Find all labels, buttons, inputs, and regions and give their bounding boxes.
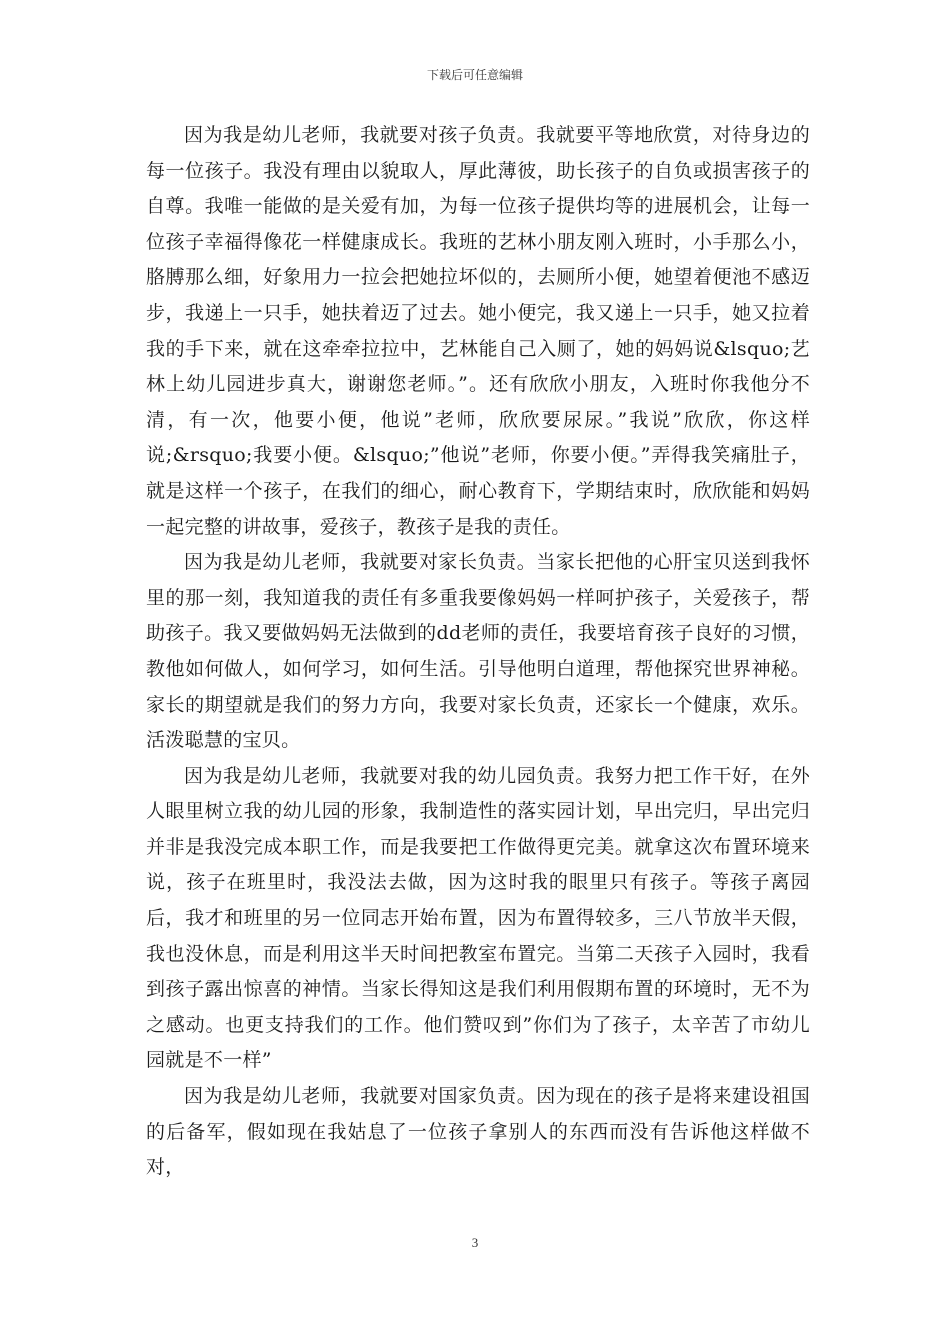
paragraph-3: 因为我是幼儿老师，我就要对我的幼儿园负责。我努力把工作干好，在外人眼里树立我的幼儿园的形象，我制造性的落实园计划，早出完归，早出完归并非是我没完成本职工作，而是我要把工作做得更完美。就拿这次布置环境来说，孩子在班里时，我没法去做，因为这时我的眼里只有孩子。等孩子离园后，我才和班里的另一位同志开始布置，因为布置得较多，三八节放半天假，我也没休息，而是利用这半天时间把教室布置完。当第二天孩子入园时，我看到孩子露出惊喜的神情。当家长得知这是我们利用假期布置的环境时，无不为之感动。也更支持我们的工作。他们赞叹到”你们为了孩子，太辛苦了市幼儿园就是不一样”: [146, 764, 810, 1072]
paragraph-4: 因为我是幼儿老师，我就要对国家负责。因为现在的孩子是将来建设祖国的后备军，假如现在我姑息了一位孩子拿别人的东西而没有告诉他这样做不对，: [146, 1085, 810, 1179]
page-number: 3: [471, 1235, 479, 1250]
page-header: 下载后可任意编辑: [426, 68, 523, 82]
document-body: [146, 118, 810, 1186]
paragraph-1: 因为我是幼儿老师，我就要对孩子负责。我就要平等地欣赏，对待身边的每一位孩子。我没有理由以貌取人，厚此薄彼，助长孩子的自负或损害孩子的自尊。我唯一能做的是关爱有加，为每一位孩子提供均等的进展机会，让每一位孩子幸福得像花一样健康成长。我班的艺林小朋友刚入班时，小手那么小，胳膊那么细，好象用力一拉会把她拉坏似的，去厕所小便，她望着便池不感迈步，我递上一只手，她扶着迈了过去。她小便完，我又递上一只手，她又拉着我的手下来，就在这牵牵拉拉中，艺林能自己入厕了，她的妈妈说&lsquo;艺林上幼儿园进步真大，谢谢您老师。”。还有欣欣小朋友，入班时你我他分不清，有一次，他要小便，他说”老师，欣欣要尿尿。”我说”欣欣，你这样说;&rsquo;我要小便。&lsquo;”他说”老师，你要小便。”弄得我笑痛肚子，就是这样一个孩子，在我们的细心，耐心教育下，学期结束时，欣欣能和妈妈一起完整的讲故事，爱孩子，教孩子是我的责任。: [146, 124, 810, 538]
paragraph-2: 因为我是幼儿老师，我就要对家长负责。当家长把他的心肝宝贝送到我怀里的那一刻，我知道我的责任有多重我要像妈妈一样呵护孩子，关爱孩子，帮助孩子。我又要做妈妈无法做到的dd老师的责任，我要培育孩子良好的习惯，教他如何做人，如何学习，如何生活。引导他明白道理，帮他探究世界神秘。家长的期望就是我们的努力方向，我要对家长负责，还家长一个健康，欢乐。活泼聪慧的宝贝。: [146, 551, 810, 752]
